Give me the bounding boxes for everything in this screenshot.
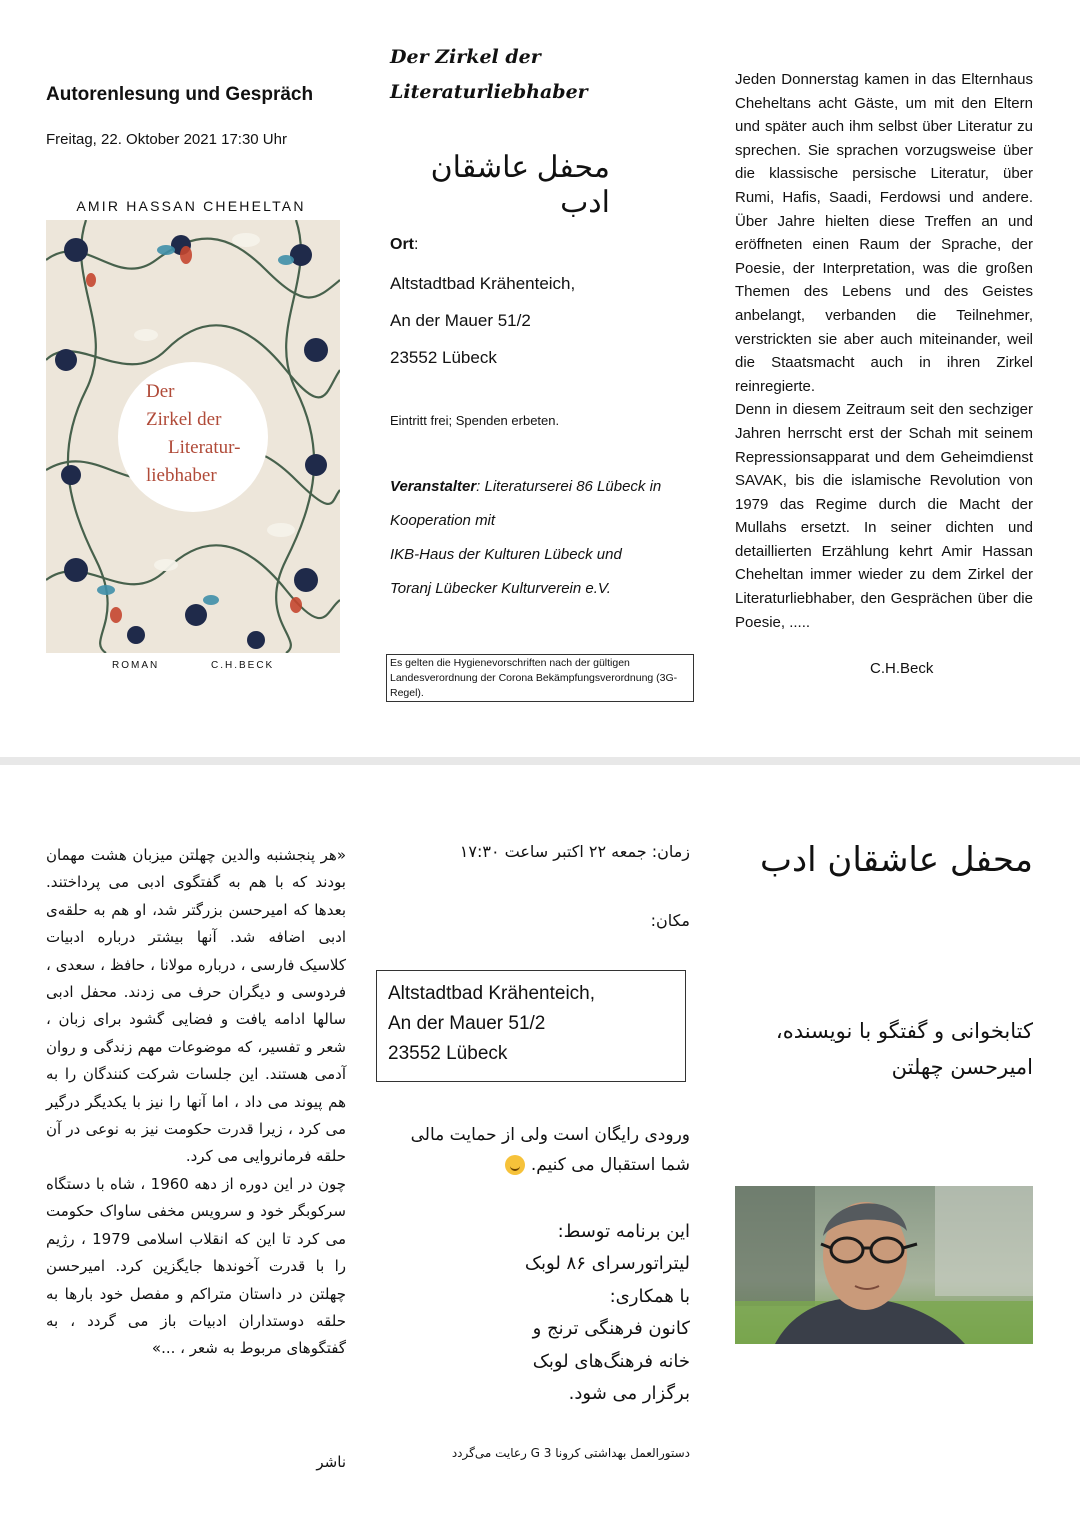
persian-event-title: محفل عاشقان ادب: [760, 840, 1033, 880]
address-line: An der Mauer 51/2: [390, 311, 531, 330]
organizer-line: : Literaturserei 86 Lübeck in: [476, 478, 662, 495]
event-heading: Autorenlesung und Gespräch: [46, 84, 314, 105]
book-genre: ROMAN: [112, 660, 160, 671]
book-description: [735, 68, 1033, 634]
persian-hygiene-notice: دستورالعمل بهداشتی کرونا 3 G رعایت می‌گردد: [451, 1446, 690, 1460]
location-label-colon: :: [414, 236, 419, 253]
smile-emoji-icon: [505, 1155, 525, 1175]
description-source: C.H.Beck: [870, 660, 934, 677]
organizer-line: Toranj Lübecker Kulturverein e.V.: [390, 580, 611, 597]
page-divider: [0, 757, 1080, 765]
organizer: [390, 470, 695, 606]
persian-calligraphy: محفل عاشقان ادب: [430, 151, 610, 219]
cover-title-line: Literatur-: [168, 437, 241, 458]
organizer-line: IKB-Haus der Kulturen Lübeck und: [390, 546, 622, 563]
series-title: [390, 40, 588, 110]
persian-description: [46, 842, 346, 1363]
persian-reading-line: کتابخوانی و گفتگو با نویسنده،: [775, 1019, 1033, 1043]
organizer-label: Veranstalter: [390, 478, 477, 495]
address-line: Altstadtbad Krähenteich,: [390, 274, 576, 293]
persian-description-paragraph: «هر پنجشنبه والدین چهلتن میزبان هشت مهمان بودند که با هم به گفتگوی ادبی می پرداختند. بعدها که امیرحسن بزرگتر شد، او هم به حلقه‌ی ادبی اضافه شد. آنها بیشتر درباره ادبیات کلاسیک فارسی ، درباره مولانا ، حافظ ، سعدی ، فردوسی و دیگران حرف می زدند. محفل ادبی سالها ادامه یافت و فضایی گشود برای زبان ، شعر و تفسیر، که موضوعات مهم زندگی و روان آدمی هستند. این جلسات شرکت کنندگان را به هم پیوند می داد ، اما آنها را نیز با یکدیگر درگیر می کرد ، زیرا قدرت حکومت نیز به نوعی در آن حلقه فرمانروایی می کرد.: [46, 846, 346, 1166]
series-title-line: Der Zirkel der: [390, 46, 541, 68]
address-line: Altstadtbad Krähenteich,: [388, 983, 596, 1004]
persian-entry-note: [392, 1120, 690, 1180]
persian-organizer-line: با همکاری:: [609, 1285, 690, 1307]
event-date: Freitag, 22. Oktober 2021 17:30 Uhr: [46, 131, 287, 148]
persian-entry-text: ورودی رایگان است ولی از حمایت مالی شما استقبال می کنیم.: [410, 1125, 690, 1175]
location-label: [390, 236, 418, 254]
address-box: [376, 970, 686, 1082]
persian-reading-line: امیرحسن چهلتن: [891, 1055, 1033, 1079]
book-publisher: C.H.BECK: [211, 660, 275, 671]
organizer-line: Kooperation mit: [390, 512, 496, 529]
hygiene-notice: Es gelten die Hygienevorschriften nach der gültigen Landesverordnung der Corona Bekämpfungsverordnung (3G-Regel).: [386, 654, 694, 702]
book-cover-title: [118, 378, 268, 490]
persian-time: زمان: جمعه ۲۲ اکتبر ساعت ۱۷:۳۰: [459, 842, 690, 861]
book-cover: [46, 220, 340, 653]
cover-title-line: Der: [146, 381, 175, 402]
address-line: 23552 Lübeck: [390, 348, 497, 367]
persian-organizer-line: لیتراتورسرای ۸۶ لوبک: [524, 1253, 690, 1275]
entry-note: Eintritt frei; Spenden erbeten.: [390, 413, 560, 428]
persian-publisher: ناشر: [316, 1453, 346, 1471]
description-paragraph: Jeden Donnerstag kamen in das Elternhaus Cheheltans acht Gäste, um mit den Eltern und später auch ihm selbst über Literatur zu sprechen. Sie sprachen vorzugsweise über die klassische persische Literatur, über Rumi, Hafis, Saadi, Ferdowsi und andere. Über Jahre hielten diese Treffen an und eröffneten einen Raum der Sprache, der Poesie, der Interpretation, was die großen Themen des Lebens und des Geistes anbelangt, verbanden die Teilnehmer, verstrickten sie aber auch miteinander, weil die Staatsmacht auch in ihren Zirkel reinregierte.: [735, 71, 1033, 395]
series-title-line: Literaturliebhaber: [390, 81, 588, 103]
persian-organizer-line: کانون فرهنگی ترنج و: [532, 1318, 690, 1340]
location-label-text: Ort: [390, 236, 414, 253]
address-line: 23552 Lübeck: [388, 1043, 508, 1064]
cover-title-line: Zirkel der: [146, 409, 222, 430]
author-photo: [735, 1186, 1033, 1344]
persian-organizer-line: خانه فرهنگ‌های لوبک: [532, 1350, 690, 1372]
persian-organizer-line: این برنامه توسط:: [557, 1221, 690, 1242]
description-paragraph: Denn in diesem Zeitraum seit den sechziger Jahren herrscht erst der Schah mit seinem Repressionsapparat und dem Geheimdienst SAVAK, bis die islamische Revolution von 1979 das Regime durch die Macht der Mullahs ersetzt. In seiner dichten und detaillierten Erzählung kehrt Amir Hassan Cheheltan immer wieder zu dem Zirkel der Literaturliebhaber, den Gesprächen über die Poesie, .....: [735, 401, 1033, 631]
persian-place-label: مکان:: [650, 911, 690, 930]
cover-title-line: liebhaber: [146, 465, 217, 486]
persian-organizer: [392, 1216, 690, 1410]
persian-reading-subtitle: [735, 1013, 1033, 1085]
book-cover-author: AMIR HASSAN CHEHELTAN: [76, 198, 306, 214]
persian-organizer-line: برگزار می شود.: [568, 1383, 690, 1405]
persian-description-paragraph: چون در این دوره از دهه 1960 ، شاه با دستگاه سرکوبگر خود و سرویس مخفی ساواک حکومت می کرد تا این که انقلاب اسلامی 1979 ، رژیم را با قدرت آخوندها جایگزین کرد. امیرحسن چهلتن در داستان متراکم و مفصل خود بارها به حلقه دوستداران ادبیات باز می گردد ، به گفتگوهای مربوط به شعر ، ...»: [46, 1174, 346, 1358]
address-line: An der Mauer 51/2: [388, 1013, 546, 1034]
